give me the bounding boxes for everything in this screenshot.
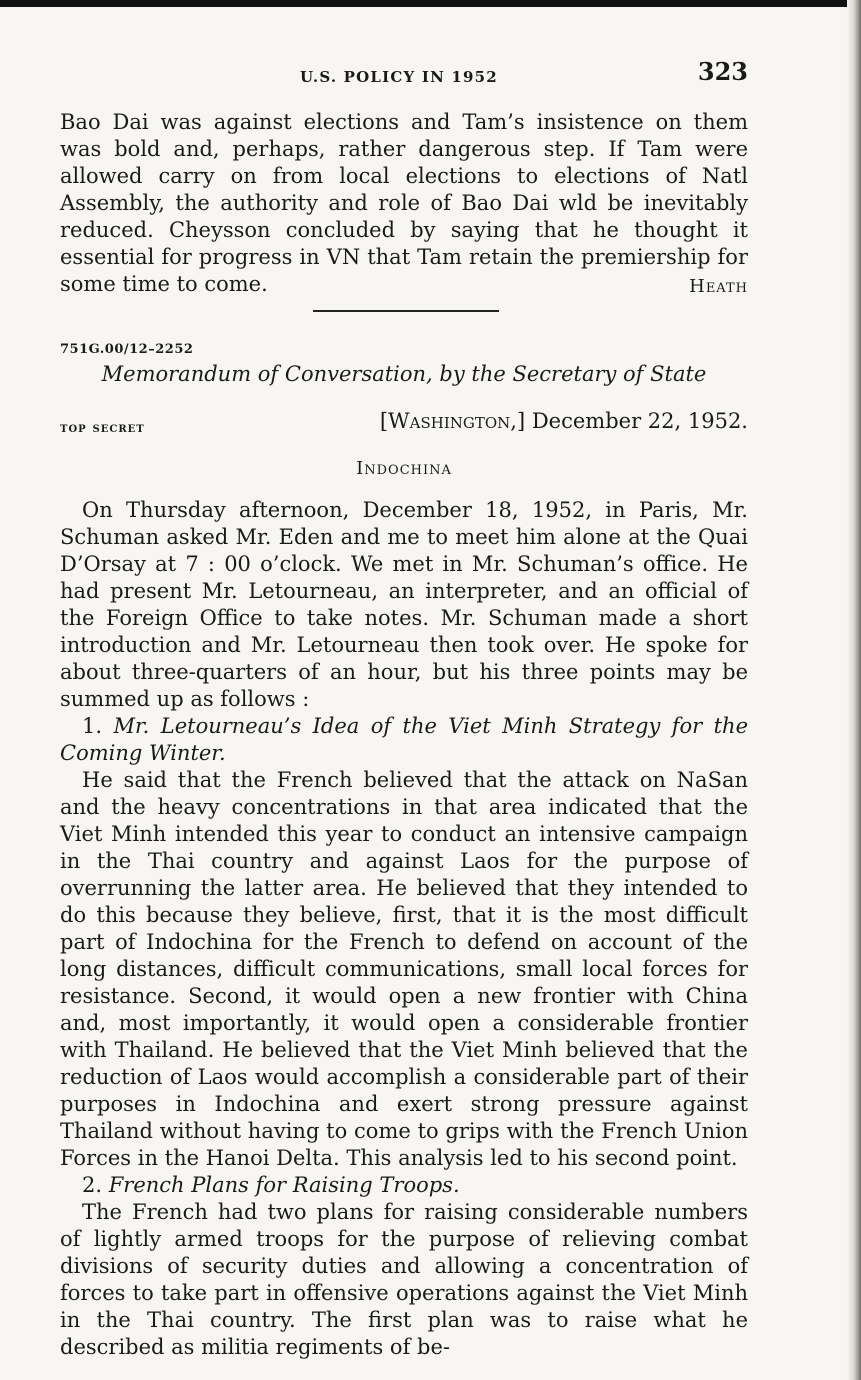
point1-number: 1. xyxy=(82,714,103,738)
point1-body: He said that the French believed that the attack on NaSan and the heavy concentrations in that area indicated that the Viet Minh intended this year to conduct an intensive campaign in the Thai country and against Laos for the purpose of overrunning the latter area. He believed that they intended to do this because they believe, first, that it is the most difficult part of Indochina for the French to defend on account of the long distances, difficult communications, small local forces for resistance. Second, it would open a new frontier with China and, most importantly, it would open a considerable frontier with Thailand. He believed that the Viet Minh believed that the reduction of Laos would accomplish a considerable part of their purposes in Indochina and exert strong pressure against Thailand without having to come to grips with the French Union Forces in the Hanoi Delta. This analysis led to his second point. xyxy=(60,768,748,1170)
document-number: 751G.00/12–2252 xyxy=(60,342,194,357)
memo-body xyxy=(60,497,748,1361)
top-border xyxy=(0,0,861,7)
point2-heading-line xyxy=(60,1172,748,1199)
classification: top secret xyxy=(60,420,145,436)
point1-heading: Mr. Letourneau’s Idea of the Viet Minh Strategy for the Coming Winter. xyxy=(60,714,748,765)
point2-body: The French had two plans for raising considerable numbers of lightly armed troops for the purpose of relieving combat divisions of security duties and allowing a concentration of forces to take part in offensive operations against the Viet Minh in the Thai country. The first plan was to raise what he described as militia regiments of be- xyxy=(60,1200,748,1359)
dateline xyxy=(380,408,748,435)
intro-paragraph: On Thursday afternoon, December 18, 1952, in Paris, Mr. Schuman asked Mr. Eden and me to meet him alone at the Quai D’Orsay at 7 : 00 o’clock. We met in Mr. Schuman’s office. He had present Mr. Letourneau, an interpreter, and an official of the Foreign Office to take notes. Mr. Schuman made a short introduction and Mr. Letourneau then took over. He spoke for about three-quarters of an hour, but his three points may be summed up as follows : xyxy=(60,498,748,711)
dateline-place: [Washington,] xyxy=(379,409,526,433)
page-edge-shadow xyxy=(847,0,861,1380)
opening-paragraph: Bao Dai was against elections and Tam’s insistence on them was bold and, perhaps, rather dangerous step. If Tam were allowed carry on from local elections to elections of Natl Assembly, the authority and role of Bao Dai wld be inevitably reduced. Cheysson concluded by saying that he thought it essential for progress in VN that Tam retain the premiership for some time to come. xyxy=(60,110,748,296)
subject-heading: Indochina xyxy=(356,458,452,479)
memo-title: Memorandum of Conversation, by the Secretary of State xyxy=(101,362,707,386)
point2-number: 2. xyxy=(82,1173,103,1197)
dateline-date: December 22, 1952. xyxy=(531,409,748,433)
opening-paragraph-block xyxy=(60,109,748,298)
running-title: U.S. POLICY IN 1952 xyxy=(300,68,498,86)
point1-heading-line xyxy=(60,713,748,767)
page-number: 323 xyxy=(697,57,748,86)
signature: Heath xyxy=(689,276,748,297)
section-divider xyxy=(313,310,499,312)
point2-heading: French Plans for Raising Troops. xyxy=(108,1173,460,1197)
running-header xyxy=(60,58,748,90)
